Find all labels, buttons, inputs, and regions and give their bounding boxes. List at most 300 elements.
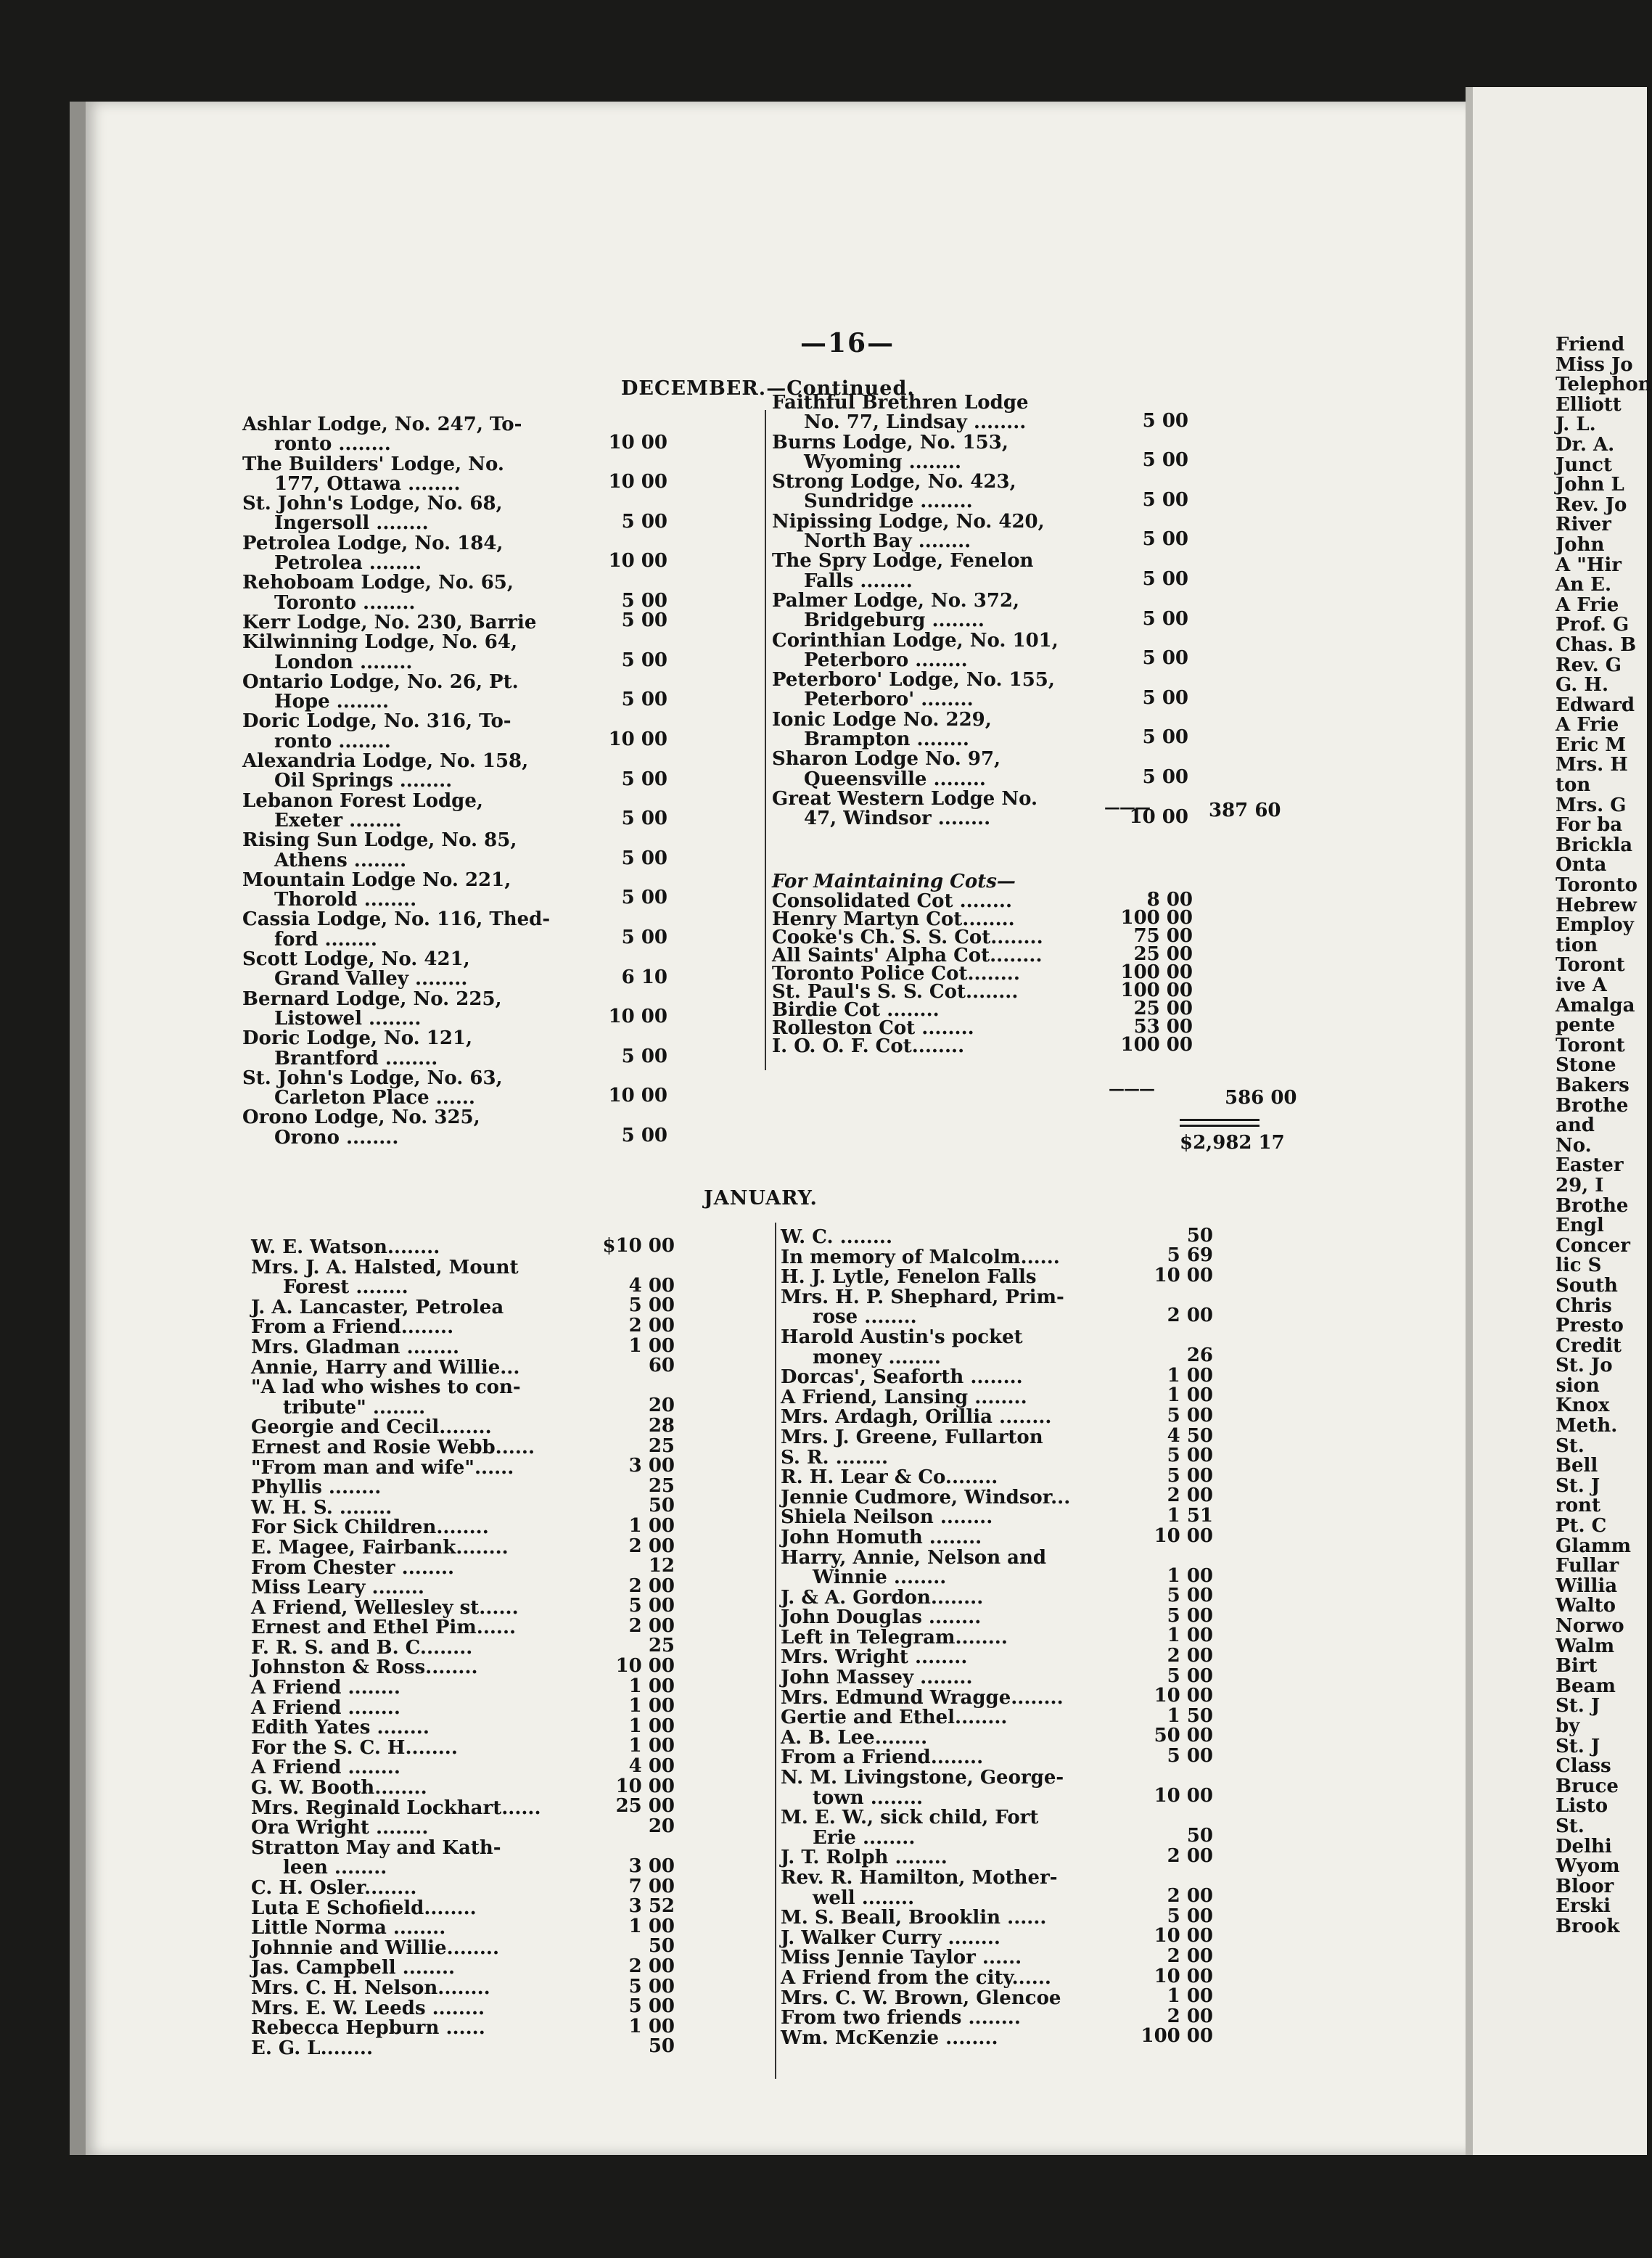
donation-amount: 5 00 — [1167, 1604, 1213, 1627]
donor-name: Strong Lodge, No. 423, — [772, 471, 1016, 493]
ledger-entry — [251, 1836, 675, 1879]
ledger-entry — [251, 1434, 675, 1458]
donation-amount: 1 00 — [1167, 1384, 1213, 1407]
donor-name-continued: money ........ — [813, 1346, 941, 1368]
facing-page-fragment: Brothe — [1556, 1194, 1629, 1217]
facing-page-fragment: Toronto — [1556, 874, 1638, 897]
donation-amount: 1 00 — [628, 2015, 675, 2037]
donor-name: A. B. Lee........ — [781, 1726, 928, 1749]
donor-name: C. H. Osler........ — [251, 1877, 417, 1899]
donation-amount: 10 00 — [608, 1006, 667, 1028]
column-divider — [765, 410, 766, 1070]
donation-amount: 5 00 — [621, 510, 667, 533]
facing-page-fragment: A Frie — [1556, 594, 1619, 616]
facing-page-fragment: An E. — [1556, 574, 1611, 596]
ledger-entry — [781, 1868, 1213, 1908]
facing-page-fragment: ton — [1556, 774, 1591, 797]
donor-name-continued: tribute" ........ — [283, 1396, 426, 1419]
donation-amount: 5 00 — [1142, 567, 1188, 590]
donation-amount: 5 00 — [621, 887, 667, 909]
donor-name-continued: ronto ........ — [274, 730, 391, 752]
cot-amount: 100 00 — [1120, 907, 1193, 929]
donation-amount: 10 00 — [608, 431, 667, 453]
facing-page-fragment: Walto — [1556, 1595, 1616, 1617]
donor-name-continued: Brampton ........ — [804, 728, 969, 751]
ledger-entry — [781, 1965, 1213, 1989]
donation-amount: 5 00 — [1167, 1745, 1213, 1768]
donor-name: J. A. Lancaster, Petrolea — [251, 1296, 504, 1318]
ledger-entry — [781, 1404, 1213, 1429]
ledger-entry — [772, 591, 1188, 631]
facing-page-fragment: Brickla — [1556, 834, 1633, 856]
donation-amount: 2 00 — [628, 1614, 675, 1637]
facing-page-fragment: Erski — [1556, 1895, 1611, 1918]
donation-amount: 1 00 — [628, 1915, 675, 1937]
donor-name-continued: Orono ........ — [274, 1126, 399, 1149]
facing-page-fragment: Chris — [1556, 1294, 1612, 1317]
donor-name-continued: Erie ........ — [813, 1826, 916, 1849]
donor-name: Rehoboam Lodge, No. 65, — [242, 572, 514, 594]
ledger-entry — [781, 1244, 1213, 1268]
facing-page-fragment: South — [1556, 1274, 1618, 1297]
ledger-entry — [251, 1935, 675, 1959]
facing-page-fragment: J. L. — [1556, 414, 1596, 436]
donor-name: Jennie Cudmore, Windsor... — [781, 1486, 1071, 1508]
donor-name-continued: 177, Ottawa ........ — [274, 472, 461, 495]
donation-amount: 20 — [648, 1395, 675, 1417]
donor-name-continued: Thorold ........ — [274, 889, 417, 911]
donation-amount: 28 — [648, 1414, 675, 1437]
donor-name: Ora Wright ........ — [251, 1817, 429, 1839]
donor-name: Miss Leary ........ — [251, 1577, 424, 1599]
donor-name: Mrs. C. W. Brown, Glencoe — [781, 1987, 1061, 2009]
donor-name: Alexandria Lodge, No. 158, — [242, 750, 529, 773]
donation-amount: 5 00 — [621, 808, 667, 830]
ledger-entry — [781, 1905, 1213, 1929]
donation-amount: 26 — [1186, 1344, 1213, 1367]
ledger-entry — [242, 1029, 667, 1069]
ledger-entry — [772, 472, 1188, 512]
ledger-entry — [251, 1895, 675, 1919]
ledger-entry — [781, 1625, 1213, 1649]
ledger-entry — [242, 910, 667, 950]
donation-amount: 5 00 — [628, 1995, 675, 2018]
donor-name: A Friend ........ — [251, 1677, 400, 1699]
ledger-entry — [251, 1815, 675, 1839]
cot-name: Toronto Police Cot........ — [772, 963, 1020, 985]
ledger-entry — [242, 633, 667, 673]
donation-amount: 5 00 — [1167, 1585, 1213, 1607]
donor-name: M. S. Beall, Brooklin ...... — [781, 1907, 1047, 1929]
facing-page-fragment: Bloor — [1556, 1875, 1614, 1897]
donor-name: Kerr Lodge, No. 230, Barrie — [242, 611, 537, 633]
donation-amount: 5 00 — [1167, 1404, 1213, 1426]
donation-amount: 12 — [648, 1555, 675, 1577]
facing-page-fragment: St. Jo — [1556, 1355, 1613, 1377]
donation-amount: 1 00 — [1167, 1625, 1213, 1647]
donor-name: A Friend ........ — [251, 1757, 400, 1779]
donor-name: R. H. Lear & Co........ — [781, 1466, 998, 1489]
ledger-entry — [251, 1414, 675, 1439]
facing-page-fragment: 29, I — [1556, 1174, 1604, 1196]
donor-name: John Massey ........ — [781, 1667, 973, 1689]
facing-page-fragment: Onta — [1556, 854, 1607, 876]
donor-name: M. E. W., sick child, Fort — [781, 1807, 1039, 1829]
donor-name-continued: Bridgeburg ........ — [804, 609, 985, 632]
donor-name: Palmer Lodge, No. 372, — [772, 589, 1020, 612]
grand-total-rule-2 — [1180, 1125, 1259, 1127]
donor-name: Ernest and Rosie Webb...... — [251, 1436, 535, 1458]
donor-name: Mrs. J. A. Halsted, Mount — [251, 1256, 519, 1278]
donation-amount: 5 00 — [628, 1294, 675, 1317]
donation-amount: 2 00 — [1167, 1645, 1213, 1667]
facing-page-fragment: Rev. Jo — [1556, 493, 1627, 516]
donor-name: Mountain Lodge No. 221, — [242, 869, 511, 891]
ledger-entry — [242, 415, 667, 455]
ledger-entry — [781, 1768, 1213, 1808]
facing-page-fragment: G. H. — [1556, 674, 1608, 697]
facing-page-fragment: Willia — [1556, 1575, 1618, 1597]
donor-name: F. R. S. and B. C........ — [251, 1636, 473, 1659]
donor-name-continued: Carleton Place ...... — [274, 1087, 475, 1109]
ledger-entry — [242, 494, 667, 534]
donor-name: Petrolea Lodge, No. 184, — [242, 532, 504, 554]
donor-name-continued: well ........ — [813, 1887, 915, 1909]
donor-name-continued: Ingersoll ........ — [274, 512, 429, 535]
grand-total-rule — [1180, 1119, 1259, 1121]
ledger-entry — [242, 950, 667, 990]
donor-name: Wm. McKenzie ........ — [781, 2027, 998, 2049]
ledger-entry — [242, 752, 667, 792]
donor-name: Harold Austin's pocket — [781, 1326, 1023, 1348]
donor-name-continued: Hope ........ — [274, 691, 390, 713]
donation-amount: 10 00 — [1129, 805, 1188, 828]
donation-amount: 5 00 — [621, 768, 667, 790]
ledger-entry — [781, 1664, 1213, 1689]
donor-name: Mrs. H. P. Shephard, Prim- — [781, 1286, 1064, 1308]
donation-amount: 10 00 — [1154, 1965, 1213, 1987]
donation-amount: 50 — [1186, 1224, 1213, 1247]
donor-name: Jas. Campbell ........ — [251, 1957, 456, 1979]
facing-page-fragment: Beam — [1556, 1675, 1616, 1697]
donor-name: Kilwinning Lodge, No. 64, — [242, 631, 518, 654]
ledger-entry — [251, 1455, 675, 1479]
donor-name: W. E. Watson........ — [251, 1236, 440, 1258]
donation-amount: 50 — [648, 1495, 675, 1517]
donor-name-continued: London ........ — [274, 651, 413, 673]
facing-page-fragment: St. — [1556, 1434, 1585, 1457]
donation-amount: 10 00 — [1154, 1264, 1213, 1286]
donor-name: From Chester ........ — [251, 1556, 455, 1579]
donation-amount: 10 00 — [615, 1775, 675, 1797]
ledger-entry — [251, 1675, 675, 1699]
donation-amount: 50 — [648, 1935, 675, 1958]
ledger-entry — [772, 710, 1188, 750]
ledger-entry — [251, 1294, 675, 1318]
donor-name: From two friends ........ — [781, 2007, 1021, 2029]
donor-name: Peterboro' Lodge, No. 155, — [772, 669, 1055, 691]
cot-entry — [772, 1034, 1193, 1057]
donation-amount: 50 — [1186, 1825, 1213, 1847]
ledger-entry — [251, 1715, 675, 1739]
donation-amount: 10 00 — [608, 471, 667, 493]
donation-amount: 25 — [648, 1635, 675, 1657]
donation-amount: 10 00 — [608, 550, 667, 572]
cot-name: Consolidated Cot ........ — [772, 890, 1012, 912]
donation-amount: 1 51 — [1167, 1504, 1213, 1527]
donor-name: Mrs. Reginald Lockhart...... — [251, 1797, 541, 1819]
grand-total: $2,982 17 — [1180, 1132, 1285, 1154]
donor-name: Dorcas', Seaforth ........ — [781, 1366, 1023, 1389]
donor-name: W. H. S. ........ — [251, 1496, 393, 1519]
january-right-column — [781, 1224, 1213, 2049]
donor-name: A Friend, Wellesley st...... — [251, 1596, 519, 1619]
donor-name: Mrs. C. H. Nelson........ — [251, 1976, 490, 1999]
donor-name: Rising Sun Lodge, No. 85, — [242, 829, 517, 852]
facing-page-fragment: Bakers — [1556, 1074, 1630, 1096]
ledger-entry — [242, 871, 667, 911]
facing-page-fragment: Miss Jo — [1556, 353, 1633, 376]
donation-amount: 2 00 — [1167, 1304, 1213, 1326]
facing-page-fragment: Toront — [1556, 954, 1625, 977]
donor-name: Miss Jennie Taylor ...... — [781, 1947, 1022, 1969]
ledger-entry — [772, 512, 1188, 552]
donor-name: E. G. L........ — [251, 2037, 373, 2059]
donor-name: For the S. C. H........ — [251, 1736, 458, 1759]
facing-page-fragment: Walm — [1556, 1635, 1615, 1657]
cot-name: St. Paul's S. S. Cot........ — [772, 981, 1019, 1003]
cot-name: Henry Martyn Cot........ — [772, 908, 1015, 930]
january-column-divider — [775, 1223, 776, 2079]
donor-name: Corinthian Lodge, No. 101, — [772, 629, 1059, 652]
ledger-entry — [251, 1955, 675, 1979]
donation-amount: 5 00 — [1167, 1664, 1213, 1687]
donor-name: Edith Yates ........ — [251, 1717, 430, 1739]
cot-amount: 100 00 — [1120, 1034, 1193, 1056]
donation-amount: 4 00 — [628, 1755, 675, 1778]
donor-name: Mrs. Edmund Wragge........ — [781, 1686, 1064, 1709]
donation-amount: 2 00 — [1167, 2005, 1213, 2027]
ledger-entry — [251, 1575, 675, 1599]
donor-name: Shiela Neilson ........ — [781, 1506, 993, 1529]
donor-name: From a Friend........ — [251, 1316, 454, 1339]
donation-amount: 2 00 — [628, 1955, 675, 1977]
facing-page-fragment: Birt — [1556, 1655, 1598, 1678]
donor-name: J. & A. Gordon........ — [781, 1586, 984, 1609]
ledger-entry — [251, 1258, 675, 1298]
donation-amount: 50 00 — [1154, 1725, 1213, 1747]
facing-page-fragment: St. J — [1556, 1474, 1600, 1497]
ledger-entry — [251, 1595, 675, 1619]
ledger-entry — [251, 1614, 675, 1639]
ledger-entry — [251, 1775, 675, 1799]
facing-page-edge — [1466, 87, 1652, 2155]
donation-amount: 1 00 — [628, 1695, 675, 1717]
donor-name: W. C. ........ — [781, 1226, 893, 1248]
facing-page-fragment: A "Hir — [1556, 554, 1622, 576]
facing-page-fragment: Norwo — [1556, 1615, 1624, 1637]
donation-amount: 25 — [648, 1434, 675, 1457]
donor-name-continued: Wyoming ........ — [804, 451, 962, 473]
ledger-entry — [242, 1069, 667, 1109]
donation-amount: $10 00 — [602, 1234, 675, 1257]
ledger-entry — [772, 551, 1188, 591]
ledger-entry — [251, 1355, 675, 1379]
donor-name-continued: Peterboro ........ — [804, 649, 968, 671]
ledger-entry — [772, 670, 1188, 710]
cot-amount: 8 00 — [1146, 889, 1193, 911]
facing-page-fragment: Brothe — [1556, 1094, 1629, 1117]
ledger-entry — [781, 1685, 1213, 1709]
donor-name-continued: Queensville ........ — [804, 768, 986, 790]
ledger-entry — [781, 1264, 1213, 1289]
donor-name: S. R. ........ — [781, 1446, 889, 1469]
donation-amount: 10 00 — [1154, 1524, 1213, 1547]
donation-amount: 1 00 — [628, 1334, 675, 1357]
facing-page-fragment: lic S — [1556, 1255, 1602, 1277]
facing-page-fragment: Presto — [1556, 1315, 1624, 1337]
donor-name: Ontario Lodge, No. 26, Pt. — [242, 670, 519, 693]
ledger-entry — [781, 1445, 1213, 1469]
facing-page-fragment: Knox — [1556, 1395, 1610, 1417]
donor-name: Orono Lodge, No. 325, — [242, 1107, 480, 1129]
donor-name: A Friend ........ — [251, 1696, 400, 1719]
donor-name-continued: Petrolea ........ — [274, 552, 422, 575]
facing-page-fragment: Employ — [1556, 914, 1634, 937]
donor-name-continued: North Bay ........ — [804, 530, 971, 553]
donor-name-continued: Toronto ........ — [274, 591, 416, 614]
donation-amount: 5 00 — [621, 649, 667, 671]
ledger-entry — [251, 1655, 675, 1679]
donation-amount: 5 00 — [1142, 686, 1188, 709]
donor-name: Johnnie and Willie........ — [251, 1937, 500, 1959]
december-left-column — [242, 415, 667, 1148]
donation-amount: 5 00 — [621, 1124, 667, 1146]
donor-name: The Spry Lodge, Fenelon — [772, 550, 1034, 572]
donor-name: In memory of Malcolm...... — [781, 1246, 1060, 1268]
donor-name: Stratton May and Kath- — [251, 1836, 501, 1859]
ledger-entry — [242, 712, 667, 752]
ledger-entry — [251, 1514, 675, 1539]
ledger-entry — [251, 1635, 675, 1659]
facing-page-fragment: River — [1556, 514, 1611, 536]
donor-name: Ernest and Ethel Pim...... — [251, 1617, 517, 1639]
donor-name: Gertie and Ethel........ — [781, 1707, 1008, 1729]
donor-name: For Sick Children........ — [251, 1516, 489, 1539]
donation-amount: 3 00 — [628, 1455, 675, 1477]
cots-heading: For Maintaining Cots— — [772, 871, 1016, 892]
donor-name: Ionic Lodge No. 229, — [772, 708, 992, 731]
donor-name-continued: 47, Windsor ........ — [804, 808, 991, 830]
ledger-entry — [781, 1845, 1213, 1869]
donation-amount: 10 00 — [615, 1655, 675, 1678]
donation-amount: 3 52 — [628, 1895, 675, 1918]
donor-name: St. John's Lodge, No. 68, — [242, 493, 503, 515]
cot-amount: 100 00 — [1120, 980, 1193, 1001]
facing-page-fragment: Friend — [1556, 334, 1625, 356]
ledger-entry — [251, 2015, 675, 2040]
facing-page-fragment: John — [1556, 533, 1605, 556]
ledger-entry — [781, 1945, 1213, 1969]
donation-amount: 1 00 — [628, 1675, 675, 1697]
donation-amount: 6 10 — [621, 966, 667, 988]
donor-name: From a Friend........ — [781, 1746, 984, 1769]
donation-amount: 1 00 — [1167, 1985, 1213, 2008]
facing-page-fragment: Chas. B — [1556, 633, 1637, 656]
facing-page-fragment: Delhi — [1556, 1835, 1612, 1857]
donor-name: Harry, Annie, Nelson and — [781, 1546, 1047, 1569]
donation-amount: 10 00 — [608, 728, 667, 751]
donor-name-continued: Peterboro' ........ — [804, 689, 974, 711]
ledger-entry — [251, 1234, 675, 1258]
ledger-entry — [242, 831, 667, 871]
ledger-entry — [242, 534, 667, 574]
ledger-entry — [251, 1378, 675, 1418]
donation-amount: 5 69 — [1167, 1244, 1213, 1267]
ledger-entry — [781, 1504, 1213, 1529]
ledger-entry — [251, 1915, 675, 1939]
facing-page-fragment: Amalga — [1556, 994, 1635, 1017]
ledger-entry — [242, 455, 667, 495]
december-heading: DECEMBER.—Continued. — [621, 377, 915, 400]
donation-amount: 25 00 — [615, 1795, 675, 1818]
donation-amount: 5 00 — [1142, 409, 1188, 432]
donation-amount: 1 00 — [628, 1715, 675, 1737]
ledger-entry — [781, 1985, 1213, 2009]
donor-name: Doric Lodge, No. 316, To- — [242, 710, 511, 733]
ledger-entry — [772, 750, 1188, 789]
donor-name: Rev. R. Hamilton, Mother- — [781, 1867, 1058, 1889]
donor-name-continued: leen ........ — [283, 1857, 387, 1879]
facing-page-fragment: St. J — [1556, 1695, 1600, 1717]
cots-subtotal-rule: ——— — [1109, 1080, 1154, 1099]
cot-name: Rolleston Cot ........ — [772, 1017, 974, 1039]
ledger-entry — [781, 1585, 1213, 1609]
facing-page-fragment: Edward — [1556, 694, 1635, 716]
ledger-entry — [781, 1485, 1213, 1508]
facing-page-fragment: Rev. G — [1556, 654, 1622, 676]
facing-page-fragment: Listo — [1556, 1795, 1608, 1818]
facing-page-fragment: Bruce — [1556, 1775, 1619, 1797]
donation-amount: 5 00 — [1167, 1464, 1213, 1487]
donor-name-continued: Grand Valley ........ — [274, 968, 468, 990]
facing-page-fragment: Stone — [1556, 1054, 1616, 1077]
lodges-total: 387 60 — [1209, 800, 1281, 821]
facing-page-fragment: No. — [1556, 1134, 1592, 1157]
cot-amount: 25 00 — [1133, 943, 1193, 965]
ledger-entry — [772, 631, 1188, 671]
donation-amount: 5 00 — [1142, 449, 1188, 472]
donor-name-continued: ford ........ — [274, 928, 377, 951]
donation-amount: 1 00 — [628, 1514, 675, 1537]
donor-name: A Friend from the city...... — [781, 1966, 1051, 1989]
donor-name: Mrs. J. Greene, Fullarton — [781, 1426, 1043, 1448]
ledger-entry — [251, 1474, 675, 1499]
donor-name: Faithful Brethren Lodge — [772, 392, 1029, 414]
donation-amount: 20 — [648, 1815, 675, 1837]
ledger-entry — [251, 1555, 675, 1579]
cot-name: Cooke's Ch. S. S. Cot........ — [772, 927, 1043, 948]
ledger-entry — [781, 1328, 1213, 1368]
facing-page-fragment: John L — [1556, 474, 1624, 496]
facing-page-fragment: St. J — [1556, 1735, 1600, 1757]
ledger-entry — [242, 573, 667, 613]
cot-name: Birdie Cot ........ — [772, 999, 940, 1021]
facing-page-fragment: A Frie — [1556, 714, 1619, 736]
december-right-column — [772, 393, 1188, 829]
donor-name-continued: Winnie ........ — [813, 1567, 947, 1589]
donor-name-continued: Exeter ........ — [274, 809, 402, 832]
